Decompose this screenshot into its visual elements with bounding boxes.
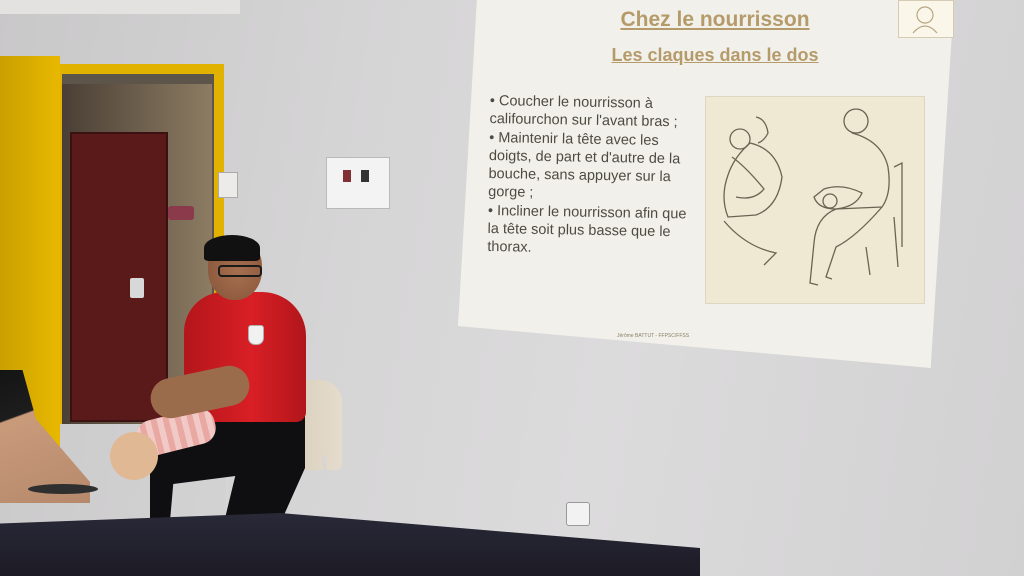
ceiling-strip <box>0 0 240 14</box>
slide-title: Chez le nourrisson <box>620 8 810 31</box>
slide-bullet-list <box>487 92 700 260</box>
poster-figure <box>361 170 369 182</box>
presenter-hair <box>204 235 260 261</box>
hallway-sign <box>168 206 194 220</box>
instructional-illustration <box>705 96 925 304</box>
flip-flop <box>28 484 98 494</box>
presenter-glasses <box>218 265 262 277</box>
wall-poster <box>326 157 390 209</box>
manikin-head <box>110 432 158 480</box>
poster-figure <box>343 170 351 182</box>
slide-bullet: • Coucher le nourrisson à califourchon sur l'avant bras ; <box>489 92 678 131</box>
back-blows-drawing <box>706 97 924 303</box>
slide-bullet: • Incliner le nourrisson afin que la tête soit plus basse que le thorax. <box>487 202 687 257</box>
slide-logo-figure <box>899 1 953 37</box>
slide-footer: Jérôme BATTUT - FFPSC/FFSS <box>617 333 690 339</box>
infant-training-manikin <box>110 410 220 482</box>
power-outlet <box>566 502 590 526</box>
club-crest-icon <box>248 325 264 345</box>
door-handle <box>130 278 144 298</box>
hallway-door <box>70 132 168 422</box>
slide-corner-logo <box>898 0 954 38</box>
slide-bullet: • Maintenir la tête avec les doigts, de part et d'autre de la bouche, sans appuyer sur la gorge ; <box>488 129 681 202</box>
slide-subtitle: Les claques dans le dos <box>611 45 819 65</box>
wall-switch <box>218 172 238 198</box>
